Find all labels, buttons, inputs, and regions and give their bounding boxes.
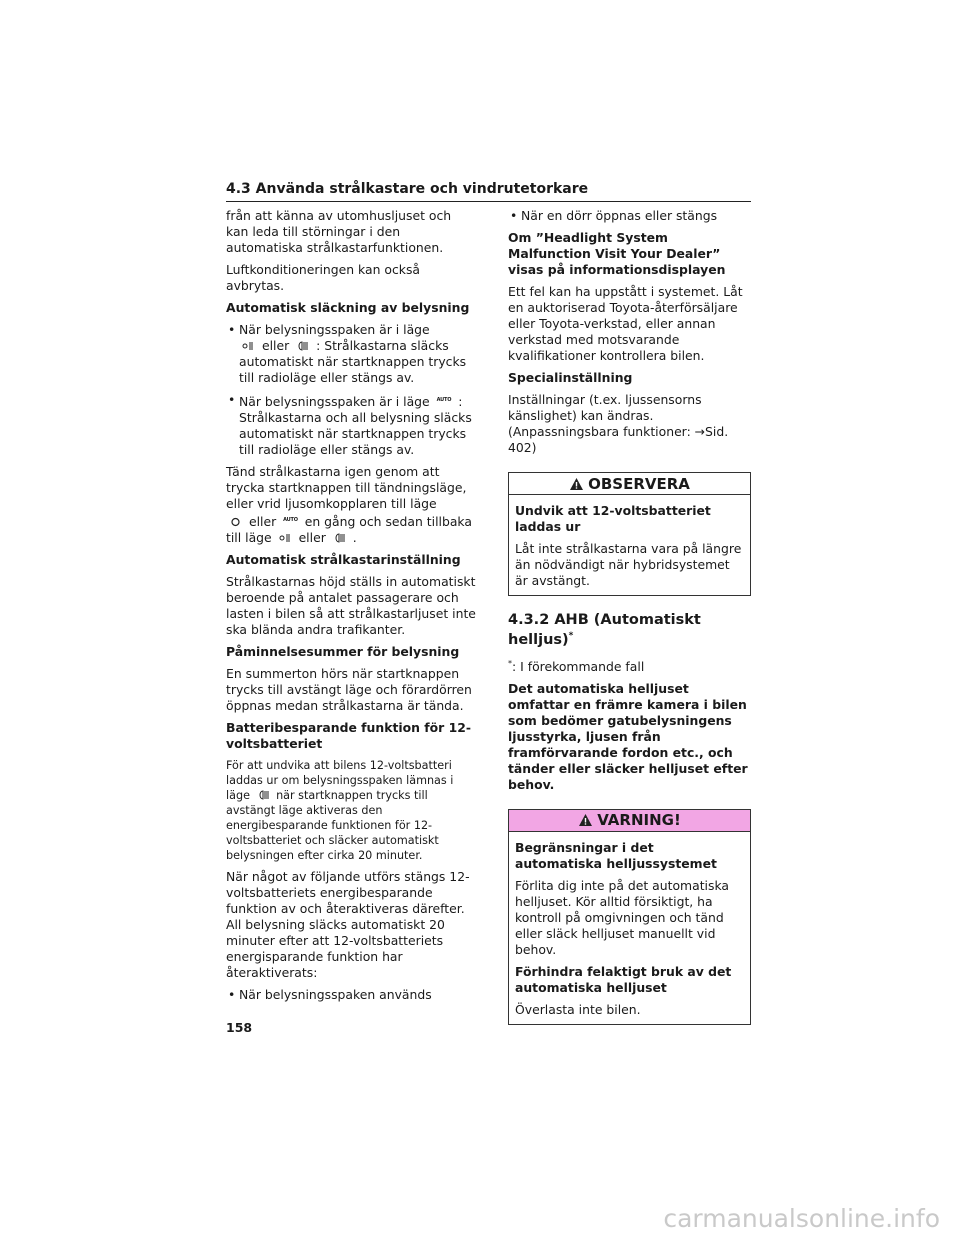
warning-text: Överlasta inte bilen. xyxy=(515,1001,641,1017)
notice-title: OBSERVERA xyxy=(588,474,690,493)
list-item: • När en dörr öppnas eller stängs xyxy=(508,208,751,224)
parking-light-icon xyxy=(242,341,255,351)
right-column xyxy=(508,208,751,1037)
warning-header xyxy=(509,810,750,832)
paragraph: Luftkonditioneringen kan också avbrytas. xyxy=(226,262,421,293)
alert-triangle-icon xyxy=(569,477,584,491)
paragraph: Tänd strålkastarna igen genom att trycka startknappen till tändningsläge, eller vrid ljusomkopplaren till läge eller AUTO en gång och sedan tillbaka till läge eller . xyxy=(226,464,472,545)
heading-leveling: Automatisk strålkastarinställning xyxy=(226,552,461,567)
list-item: • När belysningsspaken är i läge AUTO : Strålkastarna och all belysning släcks automatiskt när startknappen trycks till radioläge eller stängs av. xyxy=(226,392,476,458)
heading-battery: Batteribesparande funktion för 12-voltsbatteriet xyxy=(226,720,471,751)
headlight-icon xyxy=(257,790,270,800)
parking-light-icon xyxy=(279,533,292,543)
heading-special: Specialinställning xyxy=(508,370,633,385)
paragraph: En summerton hörs när startknappen trycks till avstängt läge och förardörren öppnas medan strålkastarna är tända. xyxy=(226,666,472,713)
notice-heading: Undvik att 12-voltsbatteriet laddas ur xyxy=(515,503,711,534)
notice-header xyxy=(509,473,750,495)
auto-mode-icon: AUTO xyxy=(436,397,452,403)
watermark[interactable]: carmanualsonline.info xyxy=(663,1204,940,1233)
paragraph: från att känna av utomhusljuset och kan leda till störningar i den automatiska strålkastarfunktionen. xyxy=(226,208,452,255)
warning-text: Förlita dig inte på det automatiska helljuset. Kör alltid försiktigt, ha kontroll på omgivningen och tänd eller släck helljuset manuellt vid behov. xyxy=(515,877,729,957)
intro-paragraph: Det automatiska helljuset omfattar en främre kamera i bilen som bedömer gatubelysningens ljusstyrka, ljusen från framförvarande fordon etc., och tänder eller släcker helljuset efter behov. xyxy=(508,680,748,792)
headlight-icon xyxy=(333,533,346,543)
section-title: 4.3 Använda strålkastare och vindrutetorkare xyxy=(226,181,589,197)
warning-heading: Förhindra felaktigt bruk av det automatiska helljuset xyxy=(515,963,732,995)
notice-box xyxy=(508,472,751,596)
subsection-title: 4.3.2 AHB (Automatiskt helljus)* xyxy=(508,612,701,648)
auto-mode-icon: AUTO xyxy=(283,517,298,523)
heading-malfunction: Om ”Headlight System Malfunction Visit Your Dealer” visas på informationsdisplayen xyxy=(508,230,726,277)
paragraph: Inställningar (t.ex. ljussensorns känslighet) kan ändras. (Anpassningsbara funktioner: →Sid. 402) xyxy=(508,392,729,455)
page-number: 158 xyxy=(226,1020,253,1035)
notice-body xyxy=(509,495,750,595)
paragraph: Ett fel kan ha uppstått i systemet. Låt en auktoriserad Toyota-återförsäljare eller Toyota-verkstad, eller annan verkstad med motsvarande kvalifikationer kontrollera bilen. xyxy=(508,284,743,363)
alert-triangle-icon xyxy=(578,813,593,827)
warning-box xyxy=(508,809,751,1025)
warning-heading: Begränsningar i det automatiska helljussystemet xyxy=(515,839,717,871)
off-position-icon xyxy=(229,517,242,527)
heading-auto-off: Automatisk släckning av belysning xyxy=(226,300,470,315)
section-header xyxy=(226,178,751,202)
warning-body xyxy=(509,832,750,1024)
paragraph: För att undvika att bilens 12-voltsbatteri laddas ur om belysningsspaken lämnas i läge när startknappen trycks till avstängt läge aktiveras den energibesparande funktionen för 12-voltsbatteriet och släcker automatiskt belysningen efter cirka 20 minuter. xyxy=(226,759,454,862)
footnote: *: I förekommande fall xyxy=(508,658,645,674)
list-item: • När belysningsspaken är i läge eller : Strålkastarna släcks automatiskt när startknappen trycks till radioläge eller stängs av. xyxy=(226,322,476,386)
notice-text: Låt inte strålkastarna vara på längre än nödvändigt när hybridsystemet är avstängt. xyxy=(515,541,742,588)
paragraph: Strålkastarnas höjd ställs in automatiskt beroende på antalet passagerare och lasten i bilen så att strålkastarljuset inte ska blända andra trafikanter. xyxy=(226,574,476,637)
left-column xyxy=(226,208,476,1009)
paragraph: När något av följande utförs stängs 12-voltsbatteriets energibesparande funktion av och återaktiveras därefter. All belysning släcks automatiskt 20 minuter efter att 12-voltsbatteriets energisparande funktion har återaktiverats: xyxy=(226,869,470,980)
warning-title: VARNING! xyxy=(597,811,681,830)
headlight-icon xyxy=(296,341,309,351)
heading-reminder: Påminnelsesummer för belysning xyxy=(226,644,460,659)
list-item: • När belysningsspaken används xyxy=(226,987,476,1003)
